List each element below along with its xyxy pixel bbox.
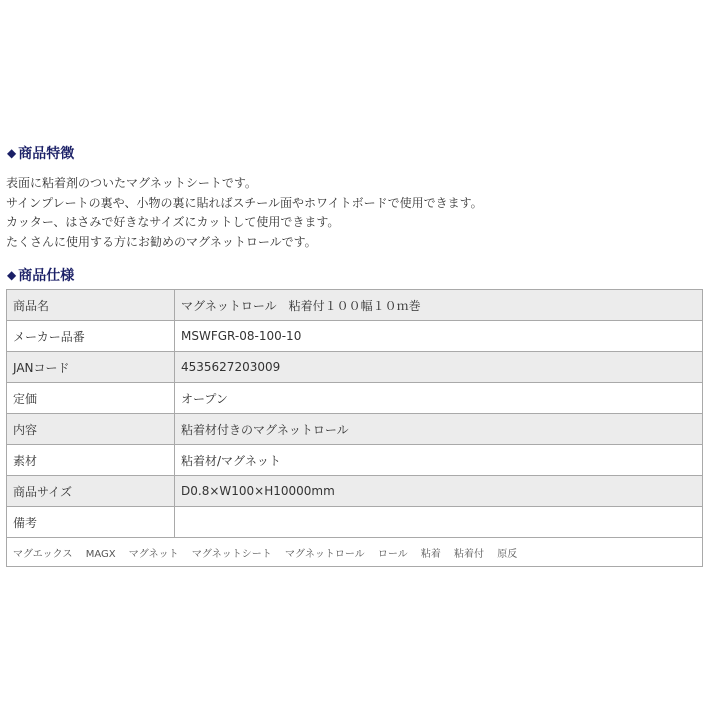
spec-value: 4535627203009 xyxy=(175,352,703,383)
features-heading xyxy=(7,143,74,163)
keyword-tag: 粘着 xyxy=(420,548,441,560)
keyword-tag: MAGX xyxy=(85,548,116,560)
spec-value: D0.8×W100×H10000mm xyxy=(175,476,703,507)
spec-value xyxy=(175,507,703,538)
spec-label: 定価 xyxy=(7,383,175,414)
spec-label: 素材 xyxy=(7,445,175,476)
features-heading-text: 商品特徴 xyxy=(18,146,75,162)
feature-line: 表面に粘着剤のついたマグネットシートです。 xyxy=(6,176,257,190)
spec-label: 備考 xyxy=(7,507,175,538)
features-description xyxy=(6,174,483,252)
specs-heading xyxy=(7,265,74,285)
tags-cell xyxy=(7,538,703,567)
keyword-tag: マグネットシート xyxy=(191,548,272,560)
spec-value: マグネットロール 粘着付１００幅１０ｍ巻 xyxy=(175,290,703,321)
specs-heading-text: 商品仕様 xyxy=(18,268,75,284)
tags-row xyxy=(7,538,703,567)
keyword-tag: マグネットロール xyxy=(284,548,365,560)
spec-row-maker-part-no xyxy=(7,321,703,352)
spec-label: JANコード xyxy=(7,352,175,383)
spec-row-size xyxy=(7,476,703,507)
spec-label: 内容 xyxy=(7,414,175,445)
keyword-tag: 原反 xyxy=(497,548,518,560)
keyword-tag: 粘着付 xyxy=(454,548,485,560)
spec-row-material xyxy=(7,445,703,476)
spec-row-contents xyxy=(7,414,703,445)
diamond-bullet-icon: ◆ xyxy=(7,146,17,160)
keyword-tag: マグエックス xyxy=(13,548,73,560)
spec-value: オープン xyxy=(175,383,703,414)
spec-label: 商品サイズ xyxy=(7,476,175,507)
spec-row-list-price xyxy=(7,383,703,414)
spec-row-remarks xyxy=(7,507,703,538)
spec-label: 商品名 xyxy=(7,290,175,321)
diamond-bullet-icon: ◆ xyxy=(7,268,17,282)
keyword-tag: ロール xyxy=(377,548,408,560)
spec-row-jan-code xyxy=(7,352,703,383)
feature-line: たくさんに使用する方にお勧めのマグネットロールです。 xyxy=(6,234,317,249)
spec-row-product-name xyxy=(7,290,703,321)
spec-value: 粘着材/マグネット xyxy=(175,445,703,476)
feature-line: カッター、はさみで好きなサイズにカットして使用できます。 xyxy=(6,215,340,229)
feature-line: サインプレートの裏や、小物の裏に貼ればスチール面やホワイトボードで使用できます。 xyxy=(6,195,483,210)
spec-label: メーカー品番 xyxy=(7,321,175,352)
keyword-tag: マグネット xyxy=(128,548,179,560)
spec-value: 粘着材付きのマグネットロール xyxy=(175,414,703,445)
spec-value: MSWFGR-08-100-10 xyxy=(175,321,703,352)
spec-table xyxy=(6,289,703,567)
